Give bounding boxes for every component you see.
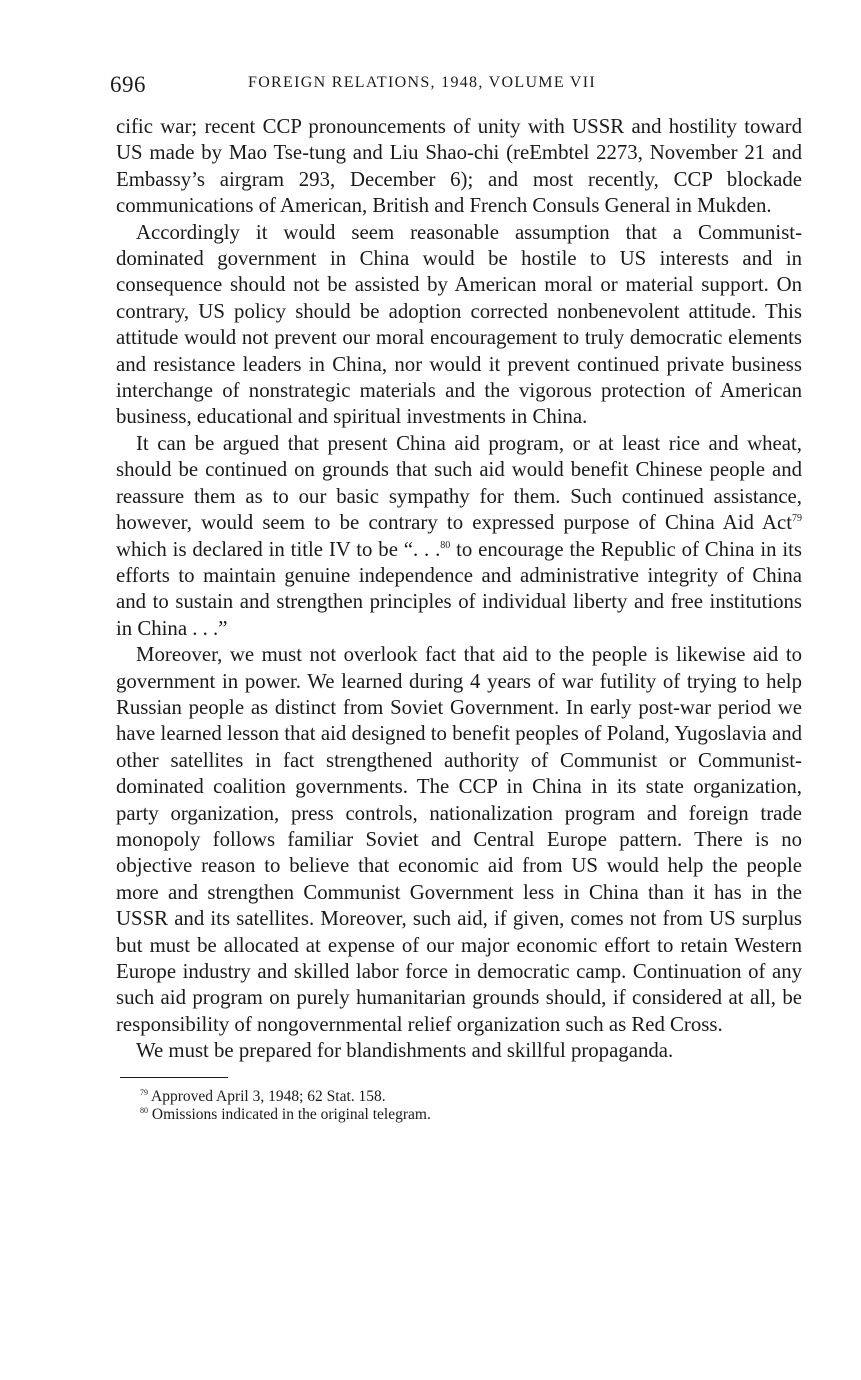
body-text	[116, 114, 802, 1065]
footnotes	[140, 1088, 802, 1124]
footnote-80: $^{80}$ Omissions indicated in the original telegram.	[140, 1105, 431, 1123]
paragraph-china-aid: It can be argued that present China aid program, or at least rice and wheat, should be continued on grounds that such aid would benefit Chinese people and reassure them as to our basic sympathy for them. Such continued assistance, however, would seem to be contrary to expressed purpose of China Aid Act$^{79}$ which is declared in title IV to be “. . .$^{80}$ to encourage the Republic of China in its efforts to maintain genuine independence and administrative integrity of China and to sustain and strengthen principles of individual liberty and free institutions in China . . .”	[116, 431, 802, 640]
document-page	[110, 70, 802, 1124]
running-head: FOREIGN RELATIONS, 1948, VOLUME VII	[248, 74, 597, 91]
page-header	[110, 70, 802, 104]
footnote-rule	[120, 1077, 228, 1078]
paragraph-continuation: cific war; recent CCP pronouncements of unity with USSR and hostility toward US made by Mao Tse-tung and Liu Shao-chi (reEmbtel 2273, November 21 and Embassy’s airgram 293, December 6); and most recently, CCP blockade communications of American, British and French Consuls General in Mukden.	[116, 115, 802, 218]
footnote-ref-80: 80	[440, 539, 451, 551]
paragraph-moreover: Moreover, we must not overlook fact that aid to the people is likewise aid to government in power. We learned during 4 years of war futility of trying to help Russian people as distinct from Soviet Government. In early post-war period we have learned lesson that aid designed to benefit peoples of Poland, Yugoslavia and other satellites in fact strengthened authority of Communist or Communist-dominated coalition governments. The CCP in China in its state organization, party organization, press controls, nationalization program and foreign trade monopoly follows familiar Soviet and Central Europe pattern. There is no objective reason to believe that economic aid from US would help the people more and strengthen Communist Government less in China than it has in the USSR and its satellites. Moreover, such aid, if given, comes not from US surplus but must be allocated at expense of our major economic effort to retain Western Europe industry and skilled labor force in democratic camp. Continuation of any such aid program on purely humanitarian grounds should, if considered at all, be responsibility of nongovernmental relief organization such as Red Cross.	[116, 643, 802, 1036]
paragraph-accordingly: Accordingly it would seem reasonable assumption that a Communist-dominated government in China would be hostile to US interests and in consequence should not be assisted by American moral or material support. On contrary, US policy should be adoption corrected nonbenevolent attitude. This attitude would not prevent our moral encouragement to truly democratic elements and resistance leaders in China, nor would it prevent continued private business interchange of nonstrategic materials and the vigorous protection of American business, educational and spiritual investments in China.	[116, 220, 802, 429]
footnote-ref-79: 79	[792, 513, 802, 525]
page-number: 696	[110, 72, 146, 97]
paragraph-blandishments: We must be prepared for blandishments and skillful propaganda.	[136, 1039, 674, 1063]
footnote-79: $^{79}$ Approved April 3, 1948; 62 Stat. 158.	[140, 1087, 386, 1105]
